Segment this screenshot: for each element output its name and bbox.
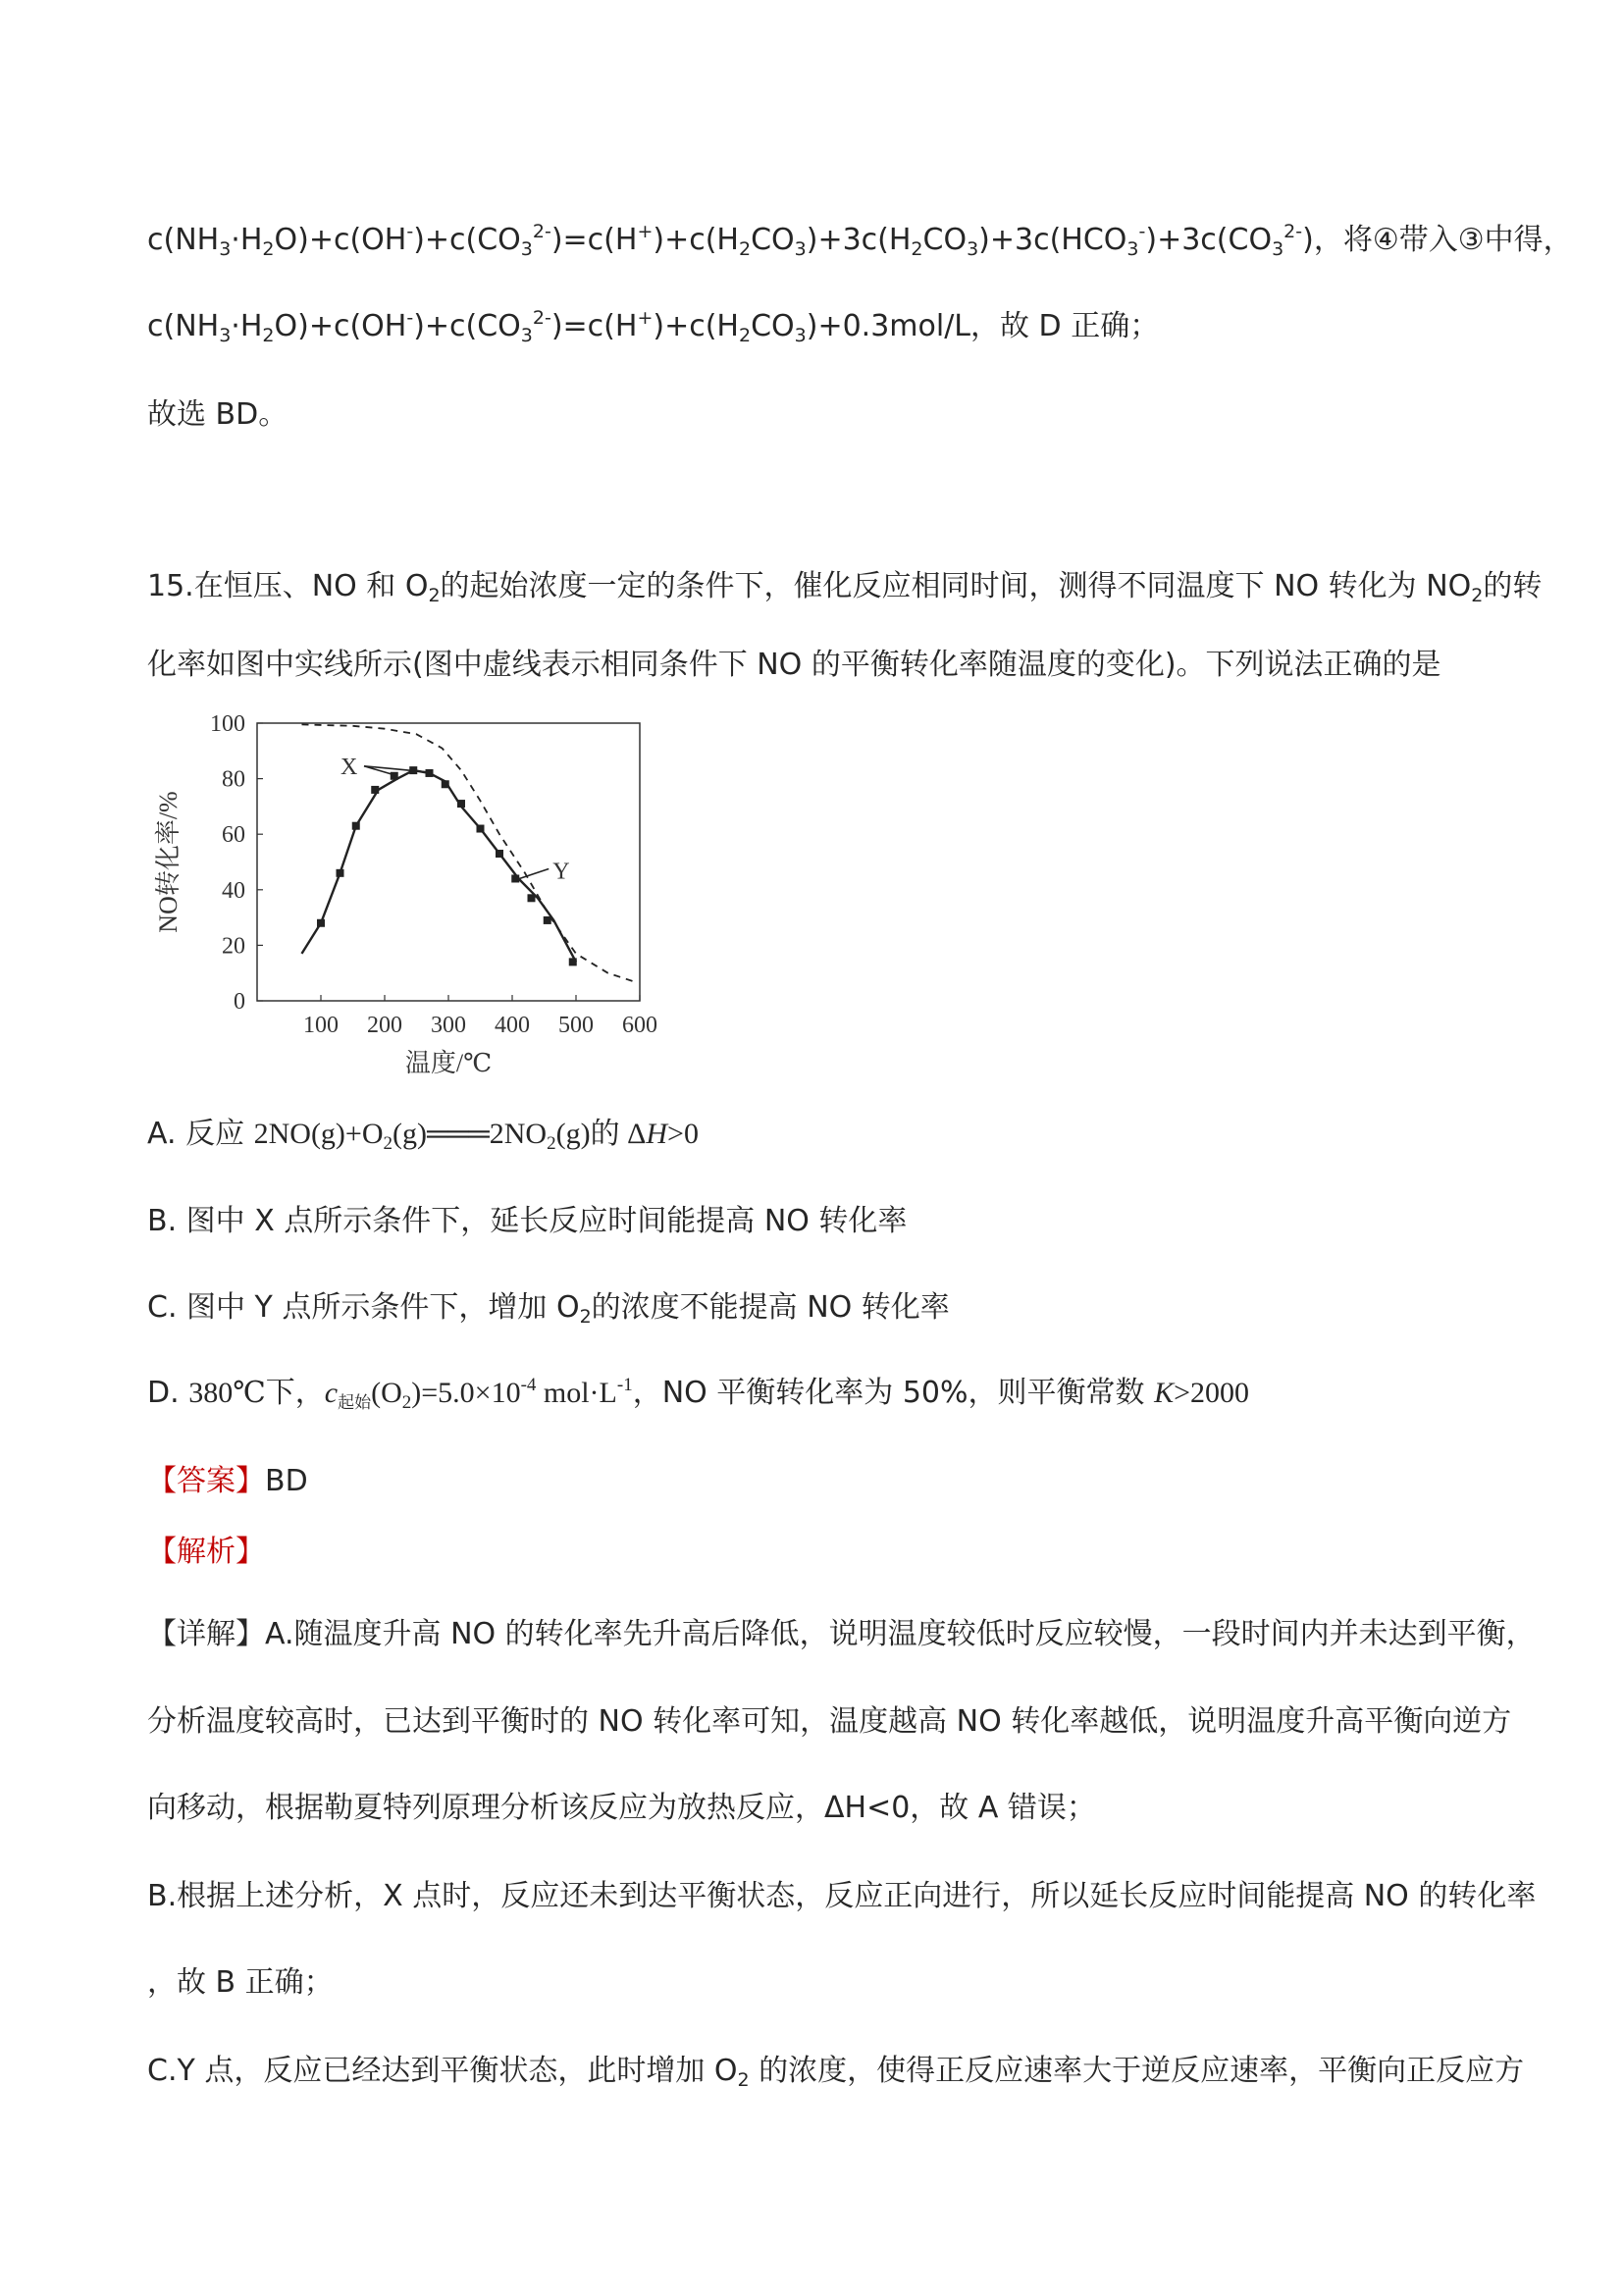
answer-line	[147, 1462, 308, 1501]
x-tick-label: 400	[495, 1013, 530, 1038]
analysis-label: 【解析】	[147, 1535, 265, 1569]
solution-line-2: $c(NH_3\cdot H_2O)+c(OH^-)+c(CO_3^{2-})=c(H^+)+c(H_2CO_3)+0.3mol/L$，故 D 正确；	[147, 307, 1160, 346]
data-point	[337, 869, 344, 877]
data-point	[569, 958, 577, 965]
analysis-detail-line-5: ，故 B 正确；	[147, 1965, 334, 2000]
option-b: B. 图中 X 点所示条件下，延长反应时间能提高 NO 转化率	[147, 1204, 908, 1238]
y-tick-label: 20	[222, 933, 245, 960]
y-tick-label: 80	[222, 766, 245, 793]
analysis-detail-line-6: C.Y 点，反应已经达到平衡状态，此时增加 $O_2$ 的浓度，使得正反应速率大于逆反应速率，平衡向正反应方	[147, 2054, 1525, 2091]
y-tick-label: 100	[210, 711, 245, 737]
y-axis-label: NO转化率/%	[154, 791, 183, 933]
analysis-detail-line-4: B.根据上述分析，X 点时，反应还未到达平衡状态，反应正向进行，所以延长反应时间能提高 NO 的转化率	[147, 1879, 1537, 1913]
answer-value: BD	[265, 1464, 308, 1498]
option-c: C. 图中 Y 点所示条件下，增加 $O_2$的浓度不能提高 NO 转化率	[147, 1290, 950, 1328]
y-tick-label: 60	[222, 822, 245, 849]
y-tick-label: 40	[222, 877, 245, 904]
y-point-leader	[519, 868, 549, 878]
y-point-label: Y	[552, 859, 570, 885]
option-d: D. 380℃下，$c_{起始}(O_2)=5.0\times 10^{-4}$ $mol\cdot L^{-1}$，NO 平衡转化率为 50%，则平衡常数 K>2000	[147, 1375, 1249, 1413]
data-point	[528, 894, 536, 902]
x-tick-label: 500	[558, 1013, 594, 1038]
data-point	[457, 800, 465, 808]
question-stem-line-2: 化率如图中实线所示(图中虚线表示相同条件下 NO 的平衡转化率随温度的变化)。下列说法正确的是	[147, 648, 1441, 682]
x-tick-label: 600	[622, 1013, 657, 1038]
measured-conversion-line	[302, 770, 577, 962]
analysis-detail-line-3: 向移动，根据勒夏特列原理分析该反应为放热反应，ΔH<0，故 A 错误；	[147, 1791, 1096, 1825]
x-axis-label: 温度/℃	[404, 1049, 493, 1077]
answer-label: 【答案】	[147, 1464, 265, 1498]
question-stem-line-1: 15.在恒压、NO 和 $O_2$的起始浓度一定的条件下，催化反应相同时间，测得不同温度下 NO 转化为 $NO_2$的转	[147, 569, 1543, 606]
data-point	[317, 919, 325, 927]
data-point	[477, 825, 485, 833]
solution-line-1: $c(NH_3\cdot H_2O)+c(OH^-)+c(CO_3^{2-})=c(H^+)+c(H_2CO_3)+3c(H_2CO_3)+3c(HCO_3^-)+3c(CO_3^{2-})$，将④带入③中得，	[147, 221, 1573, 260]
option-a: A. 反应 $2NO(g)+O_2(g)═══2NO_2(g)$的 ΔH>0	[147, 1117, 699, 1154]
solution-conclusion: 故选 BD。	[147, 397, 288, 432]
data-point	[442, 780, 449, 788]
analysis-detail-line-2: 分析温度较高时，已达到平衡时的 NO 转化率可知，温度越高 NO 转化率越低，说明温度升高平衡向逆方	[147, 1704, 1512, 1739]
x-tick-label: 300	[431, 1013, 466, 1038]
y-tick-label: 0	[234, 989, 245, 1015]
data-point	[496, 850, 503, 858]
chart-plot-area	[154, 711, 657, 1077]
data-point	[511, 874, 519, 882]
analysis-detail-line-1: 【详解】A.随温度升高 NO 的转化率先升高后降低，说明温度较低时反应较慢，一段时间内并未达到平衡，	[147, 1617, 1536, 1651]
data-point	[426, 769, 434, 777]
x-tick-label: 200	[367, 1013, 402, 1038]
chart-frame	[257, 723, 640, 1001]
x-point-label: X	[340, 754, 358, 780]
x-tick-label: 100	[303, 1013, 339, 1038]
data-point	[352, 822, 360, 830]
conversion-chart	[147, 702, 697, 1094]
data-point	[371, 786, 379, 794]
